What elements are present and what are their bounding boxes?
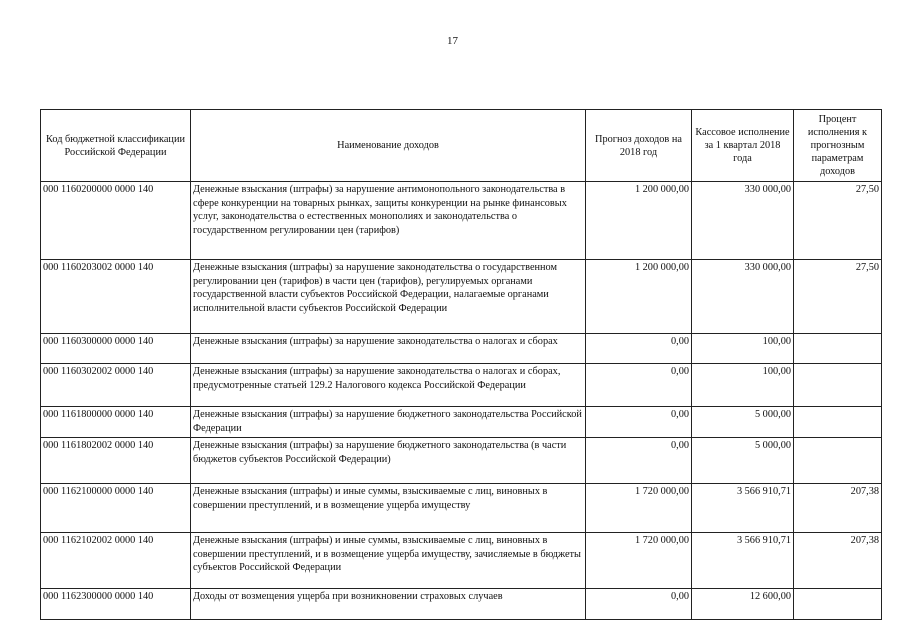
row-percent [794,438,882,484]
page-number: 17 [447,35,458,47]
table-row [41,438,882,484]
row-percent [794,334,882,364]
header-forecast: Прогноз доходов на 2018 год [586,110,692,182]
row-code: 000 1160203002 0000 140 [41,260,191,334]
row-forecast: 1 200 000,00 [586,260,692,334]
row-percent: 27,50 [794,260,882,334]
row-percent: 27,50 [794,182,882,260]
row-executed: 5 000,00 [692,438,794,484]
row-forecast: 1 720 000,00 [586,533,692,589]
row-name: Денежные взыскания (штрафы) за нарушение законодательства о государственном регулировании цен (тарифов) в части цен (тарифов), регулируемых органами государственной власти субъектов Российской Федерации, налагаемые органами исполнительной власти субъектов Российской Федерации [191,260,586,334]
table-row [41,589,882,620]
row-percent [794,364,882,407]
row-forecast: 0,00 [586,364,692,407]
row-executed: 3 566 910,71 [692,484,794,533]
row-code: 000 1161802002 0000 140 [41,438,191,484]
table-row [41,407,882,438]
row-name: Денежные взыскания (штрафы) и иные суммы, взыскиваемые с лиц, виновных в совершении преступлений, и в возмещение ущерба имуществу [191,484,586,533]
row-code: 000 1161800000 0000 140 [41,407,191,438]
row-executed: 330 000,00 [692,182,794,260]
row-code: 000 1162300000 0000 140 [41,589,191,620]
row-name: Денежные взыскания (штрафы) за нарушение бюджетного законодательства Российской Федерации [191,407,586,438]
row-code: 000 1160300000 0000 140 [41,334,191,364]
row-percent: 207,38 [794,533,882,589]
row-executed: 5 000,00 [692,407,794,438]
row-name: Денежные взыскания (штрафы) и иные суммы, взыскиваемые с лиц, виновных в совершении преступлений, и в возмещение ущерба имуществу, зачисляемые в бюджеты субъектов Российской Федерации [191,533,586,589]
table-row [41,533,882,589]
row-percent [794,589,882,620]
revenue-table [40,109,882,620]
row-code: 000 1162100000 0000 140 [41,484,191,533]
row-code: 000 1162102002 0000 140 [41,533,191,589]
row-code: 000 1160200000 0000 140 [41,182,191,260]
row-percent [794,407,882,438]
row-name: Доходы от возмещения ущерба при возникновении страховых случаев [191,589,586,620]
table-row [41,484,882,533]
table-row [41,364,882,407]
header-executed: Кассовое исполнение за 1 квартал 2018 года [692,110,794,182]
row-name: Денежные взыскания (штрафы) за нарушение антимонопольного законодательства в сфере конкуренции на товарных рынках, защиты конкуренции на рынке финансовых услуг, законодательства о естественных монополиях и законодательства о государственном регулировании цен (тарифов) [191,182,586,260]
header-revenue-name: Наименование доходов [191,110,586,182]
row-forecast: 1 720 000,00 [586,484,692,533]
row-name: Денежные взыскания (штрафы) за нарушение бюджетного законодательства (в части бюджетов субъектов Российской Федерации) [191,438,586,484]
row-executed: 100,00 [692,334,794,364]
row-name: Денежные взыскания (штрафы) за нарушение законодательства о налогах и сборах [191,334,586,364]
table-row [41,334,882,364]
row-forecast: 0,00 [586,407,692,438]
row-forecast: 1 200 000,00 [586,182,692,260]
row-forecast: 0,00 [586,589,692,620]
table-header-row [41,110,882,182]
row-executed: 3 566 910,71 [692,533,794,589]
table-row [41,260,882,334]
row-executed: 100,00 [692,364,794,407]
row-name: Денежные взыскания (штрафы) за нарушение законодательства о налогах и сборах, предусмотренные статьей 129.2 Налогового кодекса Российской Федерации [191,364,586,407]
table-row [41,182,882,260]
row-executed: 12 600,00 [692,589,794,620]
row-forecast: 0,00 [586,334,692,364]
header-budget-code: Код бюджетной классификации Российской Федерации [41,110,191,182]
row-code: 000 1160302002 0000 140 [41,364,191,407]
row-executed: 330 000,00 [692,260,794,334]
header-percent: Процент исполнения к прогнозным параметрам доходов [794,110,882,182]
row-percent: 207,38 [794,484,882,533]
row-forecast: 0,00 [586,438,692,484]
